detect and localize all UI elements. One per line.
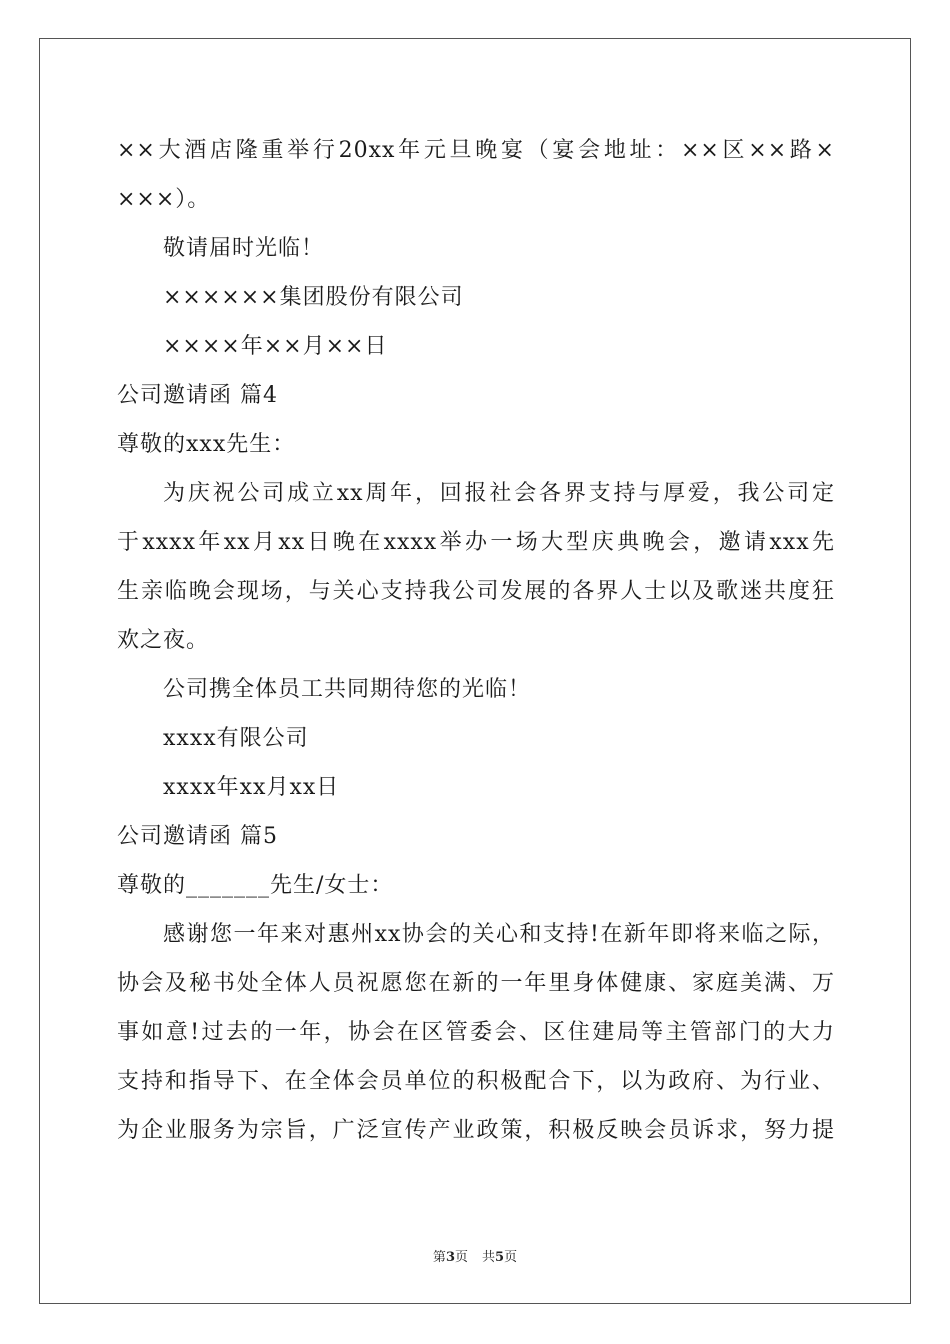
section-heading: 公司邀请函 篇5 xyxy=(117,824,278,849)
closing-line: 公司携全体员工共同期待您的光临！ xyxy=(163,677,532,702)
footer-total-prefix: 共 xyxy=(482,1250,496,1265)
paragraph-line: 为企业服务为宗旨，广泛宣传产业政策，积极反映会员诉求，努力提 xyxy=(117,1118,835,1143)
footer-prefix: 第 xyxy=(432,1250,446,1265)
page-total: 5 xyxy=(495,1250,505,1265)
paragraph-line: 欢之夜。 xyxy=(117,628,210,653)
paragraph-line: 为庆祝公司成立xx周年，回报社会各界支持与厚爱，我公司定 xyxy=(163,481,835,506)
paragraph-line: 事如意!过去的一年，协会在区管委会、区住建局等主管部门的大力 xyxy=(117,1020,835,1045)
signature-date: ××××年××月××日 xyxy=(163,334,388,359)
page-current: 3 xyxy=(445,1250,455,1265)
footer-page-label: 页 xyxy=(454,1250,468,1265)
closing-line: 敬请届时光临！ xyxy=(163,236,325,261)
salutation: 尊敬的_______先生/女士： xyxy=(117,873,394,898)
document-body xyxy=(117,126,835,1155)
paragraph-line: ××大酒店隆重举行20xx年元旦晚宴（宴会地址：××区××路× xyxy=(117,138,835,163)
paragraph-line: 协会及秘书处全体人员祝愿您在新的一年里身体健康、家庭美满、万 xyxy=(117,971,835,996)
salutation: 尊敬的xxx先生： xyxy=(117,432,296,457)
paragraph-line: 感谢您一年来对惠州xx协会的关心和支持!在新年即将来临之际， xyxy=(163,922,835,947)
paragraph-line: ×××）。 xyxy=(117,187,211,212)
signature-date: xxxx年xx月xx日 xyxy=(163,775,340,800)
paragraph-line: 生亲临晚会现场，与关心支持我公司发展的各界人士以及歌迷共度狂 xyxy=(117,579,835,604)
section-heading: 公司邀请函 篇4 xyxy=(117,383,278,408)
signature-company: xxxx有限公司 xyxy=(163,726,309,751)
paragraph-line: 支持和指导下、在全体会员单位的积极配合下，以为政府、为行业、 xyxy=(117,1069,835,1094)
paragraph-line: 于xxxx年xx月xx日晚在xxxx举办一场大型庆典晚会，邀请xxx先 xyxy=(117,530,835,555)
signature-company: ××××××集团股份有限公司 xyxy=(163,285,464,310)
footer-total-label: 页 xyxy=(504,1250,518,1265)
page-footer xyxy=(0,1246,950,1265)
